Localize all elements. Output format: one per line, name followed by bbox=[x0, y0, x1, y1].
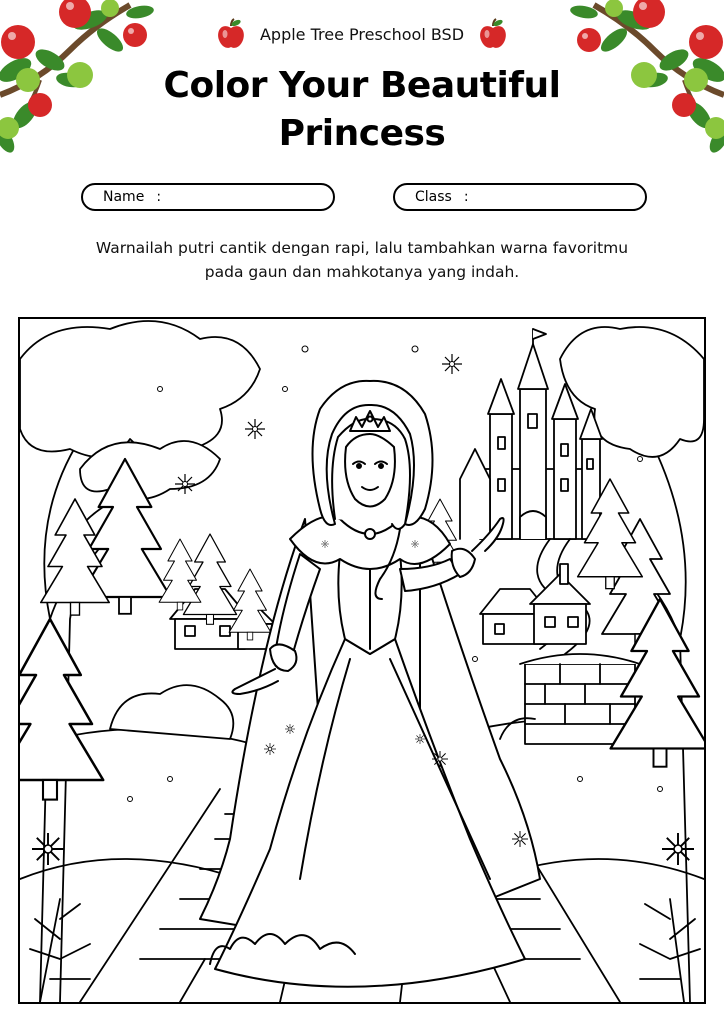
name-label: Name bbox=[103, 189, 145, 205]
page-title bbox=[0, 62, 724, 158]
name-field[interactable] bbox=[81, 183, 335, 211]
class-separator: : bbox=[463, 189, 469, 205]
apple-icon bbox=[216, 18, 246, 50]
instructions-line-1: Warnailah putri cantik dengan rapi, lalu tambahkan warna favoritmu bbox=[95, 239, 629, 257]
title-line-2: Princess bbox=[278, 113, 446, 154]
class-label: Class bbox=[415, 189, 452, 205]
name-separator: : bbox=[156, 189, 162, 205]
apple-icon bbox=[478, 18, 508, 50]
title-line-1: Color Your Beautiful bbox=[163, 65, 561, 106]
school-header bbox=[0, 16, 724, 52]
coloring-picture-frame bbox=[18, 317, 706, 1004]
school-name: Apple Tree Preschool BSD bbox=[259, 24, 465, 44]
instructions-line-2: pada gaun dan mahkotanya yang indah. bbox=[204, 263, 520, 281]
instructions bbox=[40, 236, 684, 284]
princess-coloring-illustration bbox=[20, 319, 704, 1002]
class-field[interactable] bbox=[393, 183, 647, 211]
